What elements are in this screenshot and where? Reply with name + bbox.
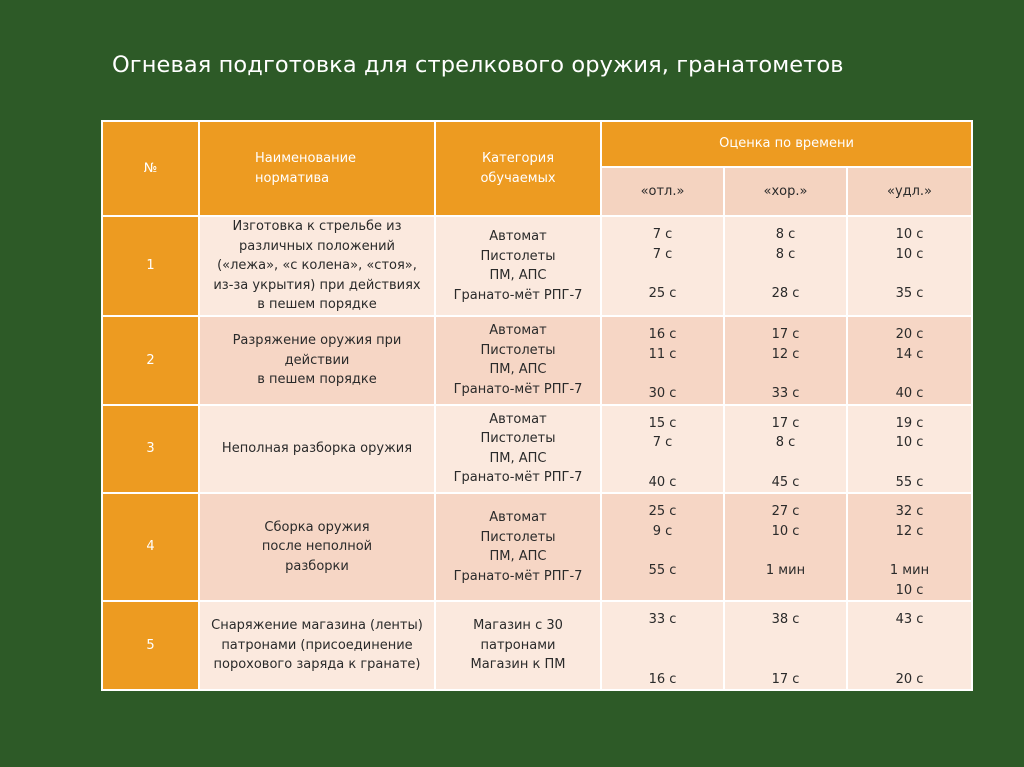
- cell-satisfactory: [847, 601, 972, 690]
- cell-line: ПМ, АПС: [489, 450, 547, 466]
- header-name-line2: норматива: [255, 170, 330, 186]
- cell-line: ПМ, АПС: [489, 362, 547, 378]
- row-number: 5: [102, 601, 199, 690]
- cell-line: [602, 650, 723, 670]
- cell-line: 9 с: [652, 523, 673, 539]
- table-row: [102, 405, 972, 494]
- cell-good: [724, 216, 847, 316]
- cell-line: 40 с: [648, 474, 677, 490]
- table-row: [102, 216, 972, 316]
- table-row: [102, 601, 972, 690]
- cell-good: [724, 316, 847, 405]
- cell-line: [602, 364, 723, 384]
- cell-line: Пистолеты: [480, 248, 556, 264]
- cell-line: 12 с: [771, 346, 800, 362]
- row-number: 2: [102, 316, 199, 405]
- cell-line: [602, 264, 723, 284]
- cell-line: разборки: [285, 558, 349, 574]
- cell-line: 15 с: [648, 415, 677, 431]
- cell-line: [848, 264, 971, 284]
- cell-line: 7 с: [652, 435, 673, 450]
- cell-line: 1 мин: [765, 563, 806, 578]
- cell-line: после неполной: [261, 539, 373, 555]
- table-row: [102, 493, 972, 601]
- cell-line: 33 с: [771, 386, 800, 401]
- row-number: 3: [102, 405, 199, 494]
- cell-line: [725, 453, 846, 473]
- cell-name: [199, 216, 435, 316]
- cell-line: 10 с: [895, 246, 924, 262]
- cell-line: Магазин к ПМ: [470, 657, 566, 673]
- cell-excellent: [601, 493, 724, 601]
- cell-line: различных положений: [239, 238, 395, 254]
- cell-line: ПМ, АПС: [489, 268, 547, 283]
- cell-line: из-за укрытия) при действиях: [213, 277, 421, 293]
- cell-line: 17 с: [771, 327, 800, 342]
- cell-line: [725, 630, 846, 650]
- cell-line: [848, 650, 971, 670]
- cell-line: [725, 264, 846, 284]
- cell-line: 35 с: [895, 286, 924, 301]
- cell-line: Автомат: [489, 411, 547, 427]
- cell-good: [724, 405, 847, 494]
- cell-line: 30 с: [648, 386, 677, 401]
- cell-line: [848, 630, 971, 650]
- cell-excellent: [601, 405, 724, 494]
- cell-line: в пешем порядке: [257, 372, 377, 387]
- header-good: «хор.»: [724, 167, 847, 216]
- cell-line: Гранато-мёт РПГ-7: [453, 568, 583, 584]
- header-category: [435, 121, 601, 216]
- row-number: 1: [102, 216, 199, 316]
- cell-name: [199, 316, 435, 405]
- cell-good: [724, 601, 847, 690]
- header-time-group-label: Оценка по времени: [719, 136, 854, 152]
- cell-line: [725, 364, 846, 384]
- cell-line: [848, 364, 971, 384]
- cell-line: 11 с: [648, 346, 677, 362]
- cell-line: Изготовка к стрельбе из: [232, 219, 402, 235]
- cell-line: 14 с: [895, 346, 924, 362]
- cell-line: 20 с: [895, 327, 924, 342]
- cell-category: [435, 405, 601, 494]
- header-satisfactory: «удл.»: [847, 167, 972, 216]
- cell-line: 32 с: [895, 504, 924, 519]
- table-body: [102, 216, 972, 690]
- cell-line: Снаряжение магазина (ленты): [211, 618, 423, 634]
- cell-line: Автомат: [489, 323, 547, 339]
- cell-line: Гранато-мёт РПГ-7: [453, 287, 583, 303]
- cell-line: 20 с: [895, 671, 924, 687]
- cell-line: 16 с: [648, 327, 677, 342]
- header-num-label: №: [143, 160, 158, 176]
- cell-line: 16 с: [648, 671, 677, 687]
- cell-line: 1 мин: [889, 563, 930, 578]
- cell-line: ПМ, АПС: [489, 549, 547, 564]
- cell-line: патронами (присоединение: [221, 637, 413, 653]
- cell-line: 17 с: [771, 671, 800, 687]
- cell-line: [848, 541, 971, 561]
- cell-line: 38 с: [771, 612, 800, 627]
- cell-line: 19 с: [895, 415, 924, 431]
- cell-satisfactory: [847, 316, 972, 405]
- norms-table: [101, 120, 973, 691]
- cell-line: 33 с: [648, 612, 677, 627]
- cell-line: в пешем порядке: [257, 297, 377, 313]
- cell-line: Пистолеты: [480, 431, 556, 447]
- cell-category: [435, 216, 601, 316]
- cell-line: 17 с: [771, 415, 800, 431]
- cell-line: Гранато-мёт РПГ-7: [453, 381, 583, 397]
- cell-line: порохового заряда к гранате): [213, 657, 421, 673]
- table-row: [102, 316, 972, 405]
- cell-satisfactory: [847, 493, 972, 601]
- cell-excellent: [601, 601, 724, 690]
- cell-line: 25 с: [648, 286, 677, 301]
- cell-line: Разряжение оружия при: [232, 333, 402, 348]
- header-time-group: [601, 121, 972, 167]
- cell-line: 10 с: [895, 582, 924, 598]
- slide-title: Огневая подготовка для стрелкового оружия, гранатометов: [112, 52, 844, 78]
- cell-category: [435, 316, 601, 405]
- cell-good: [724, 493, 847, 601]
- header-category-line1: Категория: [481, 151, 555, 166]
- cell-name: [199, 601, 435, 690]
- cell-line: 12 с: [895, 523, 924, 539]
- cell-name: [199, 493, 435, 601]
- cell-line: Пистолеты: [480, 529, 556, 545]
- cell-line: патронами: [480, 637, 556, 653]
- cell-line: Гранато-мёт РПГ-7: [453, 470, 583, 486]
- cell-line: Магазин с 30: [473, 618, 563, 634]
- cell-line: 8 с: [775, 246, 796, 262]
- cell-name: [199, 405, 435, 494]
- header-num: [102, 121, 199, 216]
- cell-line: 8 с: [775, 435, 796, 450]
- header-excellent: «отл.»: [601, 167, 724, 216]
- cell-line: Автомат: [489, 510, 547, 525]
- cell-line: («лежа», «с колена», «стоя»,: [217, 258, 417, 274]
- cell-line: [602, 453, 723, 473]
- cell-line: 27 с: [771, 504, 800, 519]
- cell-line: 55 с: [895, 474, 924, 490]
- cell-line: 55 с: [648, 563, 677, 578]
- cell-line: 40 с: [895, 386, 924, 401]
- cell-line: 8 с: [775, 227, 796, 242]
- cell-line: 10 с: [771, 523, 800, 539]
- cell-excellent: [601, 216, 724, 316]
- cell-line: [848, 453, 971, 473]
- cell-line: [725, 650, 846, 670]
- cell-line: 7 с: [652, 227, 673, 242]
- cell-line: Автомат: [489, 229, 547, 244]
- cell-category: [435, 601, 601, 690]
- cell-line: 45 с: [771, 474, 800, 490]
- cell-line: 43 с: [895, 612, 924, 627]
- cell-excellent: [601, 316, 724, 405]
- cell-category: [435, 493, 601, 601]
- cell-line: [725, 541, 846, 561]
- cell-line: 10 с: [895, 227, 924, 242]
- cell-line: действии: [284, 352, 350, 368]
- cell-line: 10 с: [895, 435, 924, 450]
- cell-line: [602, 630, 723, 650]
- cell-line: Неполная разборка оружия: [221, 441, 413, 456]
- cell-line: Пистолеты: [480, 342, 556, 358]
- cell-line: 28 с: [771, 286, 800, 301]
- header-name: [199, 121, 435, 216]
- header-name-line1: Наименование: [255, 151, 357, 166]
- cell-satisfactory: [847, 405, 972, 494]
- header-category-line2: обучаемых: [480, 170, 556, 186]
- row-number: 4: [102, 493, 199, 601]
- cell-line: [602, 541, 723, 561]
- cell-satisfactory: [847, 216, 972, 316]
- cell-line: 7 с: [652, 246, 673, 262]
- cell-line: 25 с: [648, 504, 677, 519]
- cell-line: Сборка оружия: [264, 519, 370, 535]
